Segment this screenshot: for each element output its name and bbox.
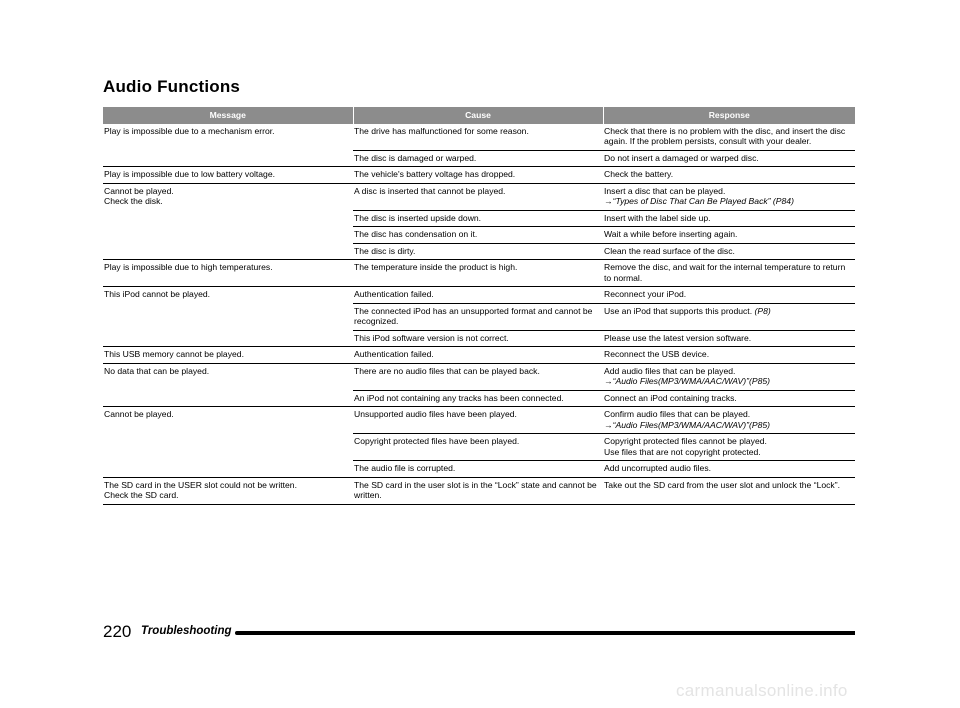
- response-cell: [603, 183, 855, 210]
- page-reference-link[interactable]: (P8): [754, 305, 771, 316]
- audio-functions-table: [103, 107, 855, 505]
- column-header-message: Message: [103, 107, 353, 124]
- message-cell: Cannot be played.: [103, 407, 353, 477]
- cause-cell: Unsupported audio files have been played.: [353, 407, 603, 434]
- message-cell: No data that can be played.: [103, 363, 353, 406]
- table-row: [103, 183, 855, 210]
- message-cell: This iPod cannot be played.: [103, 287, 353, 347]
- page-reference-link[interactable]: →“Audio Files(MP3/WMA/AAC/WAV)”(P85): [604, 419, 771, 430]
- cause-cell: Authentication failed.: [353, 287, 603, 303]
- response-cell: [603, 407, 855, 434]
- column-header-cause: Cause: [353, 107, 603, 124]
- response-cell: Reconnect the USB device.: [603, 347, 855, 363]
- table-row: [103, 477, 855, 504]
- cause-cell: The disc is damaged or warped.: [353, 150, 603, 166]
- cause-cell: Copyright protected files have been played.: [353, 434, 603, 461]
- cause-cell: The drive has malfunctioned for some reason.: [353, 124, 603, 150]
- response-cell: Add uncorrupted audio files.: [603, 461, 855, 477]
- cause-cell: The SD card in the user slot is in the “Lock” state and cannot be written.: [353, 477, 603, 504]
- response-line: Use files that are not copyright protected.: [604, 446, 761, 457]
- response-cell: Remove the disc, and wait for the internal temperature to return to normal.: [603, 260, 855, 287]
- cause-cell: There are no audio files that can be played back.: [353, 363, 603, 390]
- table-row: [103, 407, 855, 434]
- response-text: Insert a disc that can be played.: [604, 185, 726, 196]
- cause-cell: The audio file is corrupted.: [353, 461, 603, 477]
- cause-cell: The disc is inserted upside down.: [353, 210, 603, 226]
- cause-cell: The vehicle's battery voltage has dropped.: [353, 167, 603, 183]
- response-text: Confirm audio files that can be played.: [604, 409, 751, 420]
- response-cell: Connect an iPod containing tracks.: [603, 390, 855, 406]
- response-cell: [603, 363, 855, 390]
- response-cell: [603, 303, 855, 330]
- message-cell: Play is impossible due to high temperatures.: [103, 260, 353, 287]
- message-cell: This USB memory cannot be played.: [103, 347, 353, 363]
- message-cell: Play is impossible due to a mechanism error.: [103, 124, 353, 167]
- response-text: Use an iPod that supports this product.: [604, 305, 755, 316]
- cause-cell: An iPod not containing any tracks has been connected.: [353, 390, 603, 406]
- page-number: 220: [103, 622, 132, 641]
- message-line: Cannot be played.: [104, 185, 174, 196]
- cause-cell: The disc has condensation on it.: [353, 227, 603, 243]
- response-cell: [603, 434, 855, 461]
- page-reference-link[interactable]: →“Types of Disc That Can Be Played Back” (P84): [604, 196, 794, 207]
- message-cell: [103, 183, 353, 259]
- response-cell: Wait a while before inserting again.: [603, 227, 855, 243]
- cause-cell: This iPod software version is not correct.: [353, 330, 603, 346]
- response-cell: Insert with the label side up.: [603, 210, 855, 226]
- response-text: Add audio files that can be played.: [604, 365, 736, 376]
- cause-cell: The temperature inside the product is high.: [353, 260, 603, 287]
- message-cell: Play is impossible due to low battery voltage.: [103, 167, 353, 183]
- table-row: [103, 167, 855, 183]
- response-cell: Take out the SD card from the user slot and unlock the “Lock”.: [603, 477, 855, 504]
- table-row: [103, 124, 855, 150]
- page-footer: [103, 622, 855, 644]
- cause-cell: The disc is dirty.: [353, 243, 603, 259]
- cause-cell: A disc is inserted that cannot be played.: [353, 183, 603, 210]
- page-reference-link[interactable]: →“Audio Files(MP3/WMA/AAC/WAV)”(P85): [604, 376, 771, 387]
- page-title: Audio Functions: [103, 77, 241, 96]
- cause-cell: The connected iPod has an unsupported format and cannot be recognized.: [353, 303, 603, 330]
- message-line: The SD card in the USER slot could not be written.: [104, 479, 297, 490]
- response-line: Copyright protected files cannot be played.: [604, 436, 767, 447]
- response-cell: Check the battery.: [603, 167, 855, 183]
- message-line: Check the SD card.: [104, 490, 179, 501]
- response-cell: Please use the latest version software.: [603, 330, 855, 346]
- message-line: Check the disk.: [104, 196, 163, 207]
- watermark: carmanualsonline.info: [676, 681, 848, 700]
- response-cell: Reconnect your iPod.: [603, 287, 855, 303]
- table-row: [103, 347, 855, 363]
- section-title: Troubleshooting: [141, 625, 232, 637]
- column-header-response: Response: [603, 107, 855, 124]
- response-cell: Clean the read surface of the disc.: [603, 243, 855, 259]
- table-row: [103, 363, 855, 390]
- message-cell: [103, 477, 353, 504]
- cause-cell: Authentication failed.: [353, 347, 603, 363]
- response-cell: Do not insert a damaged or warped disc.: [603, 150, 855, 166]
- footer-rule: [235, 631, 855, 635]
- response-cell: Check that there is no problem with the disc, and insert the disc again. If the problem persists, consult with your dealer.: [603, 124, 855, 150]
- table-header-row: [103, 107, 855, 124]
- table-row: [103, 260, 855, 287]
- table-row: [103, 287, 855, 303]
